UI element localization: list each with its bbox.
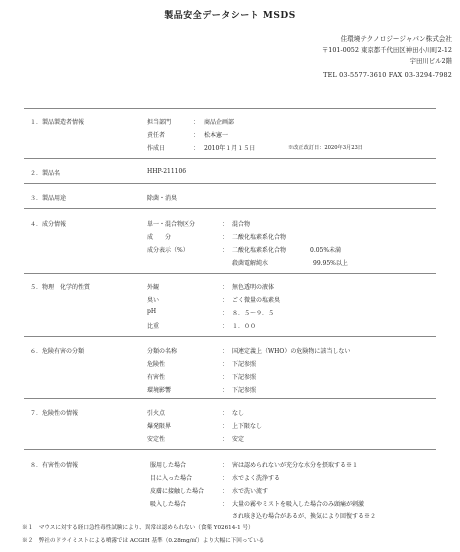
company-tel-fax: TEL 03-5577-3610 FAX 03-3294-7982 xyxy=(323,71,452,79)
value-danger: 下記参照 xyxy=(232,361,257,368)
row-label-appearance: 外観 xyxy=(147,284,160,291)
value-skin: 水で洗い流す xyxy=(232,488,269,495)
company-block xyxy=(322,34,452,81)
row-label-responsible: 責任者 xyxy=(147,132,166,139)
colon: ： xyxy=(222,488,229,495)
row-label-odor: 臭い xyxy=(147,297,160,304)
value-flash-point: なし xyxy=(232,410,245,417)
value-inhaled: 大量の霧やミストを吸入した場合のみ頭痛が刺激 xyxy=(232,501,365,508)
colon: ： xyxy=(193,145,200,152)
colon: ： xyxy=(222,310,229,317)
row-label-inhaled: 吸入した場合 xyxy=(150,501,187,508)
colon: ： xyxy=(222,323,229,330)
section-5-label: ５．物理 化学的性質 xyxy=(30,284,91,291)
row-label-components: 成 分 xyxy=(147,234,172,241)
colon: ： xyxy=(222,462,229,469)
footnote-1: ※１ マウスに対する経口急性毒性試験により、異常は認められない（食薬 Y02614-1 号） xyxy=(22,525,254,531)
colon: ： xyxy=(222,361,229,368)
row-label-harmful: 有害性 xyxy=(147,374,166,381)
value-water: 殺菌電解純水 xyxy=(232,260,269,267)
section-divider xyxy=(24,108,436,109)
section-divider xyxy=(24,273,436,274)
colon: ： xyxy=(222,475,229,482)
section-4-label: ４．成分情報 xyxy=(30,221,67,228)
section-8-label: ８．有害性の情報 xyxy=(30,462,79,469)
company-building: 宇田川ビル2階 xyxy=(409,57,452,65)
value-ph: ８．５〜９．５ xyxy=(232,310,275,317)
value-eyes: 水でよく洗浄する xyxy=(232,475,281,482)
row-label-created: 作成日 xyxy=(147,145,166,152)
product-use: 除菌・消臭 xyxy=(147,195,178,202)
section-divider xyxy=(24,449,436,450)
colon: ： xyxy=(222,410,229,417)
colon: ： xyxy=(222,436,229,443)
value-stability: 安定 xyxy=(232,436,245,443)
row-label-explosion-limit: 爆発限界 xyxy=(147,423,172,430)
colon: ： xyxy=(222,423,229,430)
row-label-flash-point: 引火点 xyxy=(147,410,166,417)
value-ingested: 害は認められないが充分な水分を摂取する※１ xyxy=(232,462,359,469)
value-explosion-limit: 上下限なし xyxy=(232,423,263,430)
value-appearance: 無色透明の液体 xyxy=(232,284,275,291)
section-divider xyxy=(24,398,436,399)
section-6-label: ６．危険有害の分類 xyxy=(30,348,85,355)
colon: ： xyxy=(222,501,229,508)
colon: ： xyxy=(193,119,200,126)
value-responsible: 松本憲一 xyxy=(204,132,229,139)
company-name: 住環境テクノロジージャパン株式会社 xyxy=(340,35,452,43)
company-address: 〒101-0052 東京都千代田区神田小川町2-12 xyxy=(321,46,452,54)
row-label-stability: 安定性 xyxy=(147,436,166,443)
row-label-department: 担当部門 xyxy=(147,119,172,126)
colon: ： xyxy=(222,348,229,355)
revised-date: ※改正改訂日：2020年3月23日 xyxy=(288,145,363,151)
row-label-environment: 環境影響 xyxy=(147,387,172,394)
colon: ： xyxy=(222,234,229,241)
section-3-label: ３．製品用途 xyxy=(30,195,67,202)
row-label-ingested: 服用した場合 xyxy=(150,462,187,469)
row-label-eyes: 目に入った場合 xyxy=(150,475,193,482)
value-composition: 二酸化塩素系化合物 xyxy=(232,247,287,254)
section-1-label: １．製品製造者情報 xyxy=(30,119,85,126)
value-components: 二酸化塩素系化合物 xyxy=(232,234,287,241)
value-created: 2010年１月１５日 xyxy=(204,145,256,152)
value-harmful: 下記参照 xyxy=(232,374,257,381)
colon: ： xyxy=(222,221,229,228)
row-label-skin: 皮膚に接触した場合 xyxy=(150,488,205,495)
colon: ： xyxy=(222,297,229,304)
product-name: HHP-211106 xyxy=(147,168,187,175)
section-divider xyxy=(24,208,436,209)
row-label-ph: pH xyxy=(147,308,157,315)
colon: ： xyxy=(193,132,200,139)
section-2-label: ２．製品名 xyxy=(30,170,61,177)
value-environment: 下記参照 xyxy=(232,387,257,394)
row-label-composition: 成分表示（%） xyxy=(147,247,189,254)
row-label-classification: 分類の名称 xyxy=(147,348,178,355)
colon: ： xyxy=(222,387,229,394)
row-label-danger: 危険性 xyxy=(147,361,166,368)
colon: ： xyxy=(222,284,229,291)
colon: ： xyxy=(222,374,229,381)
section-7-label: ７．危険性の情報 xyxy=(30,410,79,417)
section-divider xyxy=(24,158,436,159)
row-label-category: 単一・混合物区分 xyxy=(147,221,196,228)
value-classification: 国連定義上（WHO）の危険物に該当しない xyxy=(232,348,351,355)
section-divider xyxy=(24,183,436,184)
value-inhaled-cont: され咳き込む場合があるが、換気により回復する※２ xyxy=(232,513,377,520)
value-composition-pct: 0.05%未満 xyxy=(310,247,342,254)
value-category: 混合物 xyxy=(232,221,251,228)
value-gravity: １．００ xyxy=(232,323,257,330)
value-water-pct: 99.95%以上 xyxy=(313,260,348,267)
colon: ： xyxy=(222,247,229,254)
value-department: 商品企画部 xyxy=(204,119,235,126)
footnote-2: ※２ 弊社のドライミストによる噴霧では ACGIH 基準（0.28mg/㎥）より大幅に下回っている xyxy=(22,538,265,544)
section-divider xyxy=(24,336,436,337)
row-label-gravity: 比重 xyxy=(147,323,160,330)
value-odor: ごく微量の塩素臭 xyxy=(232,297,281,304)
document-title: 製品安全データシート MSDS xyxy=(164,11,296,21)
